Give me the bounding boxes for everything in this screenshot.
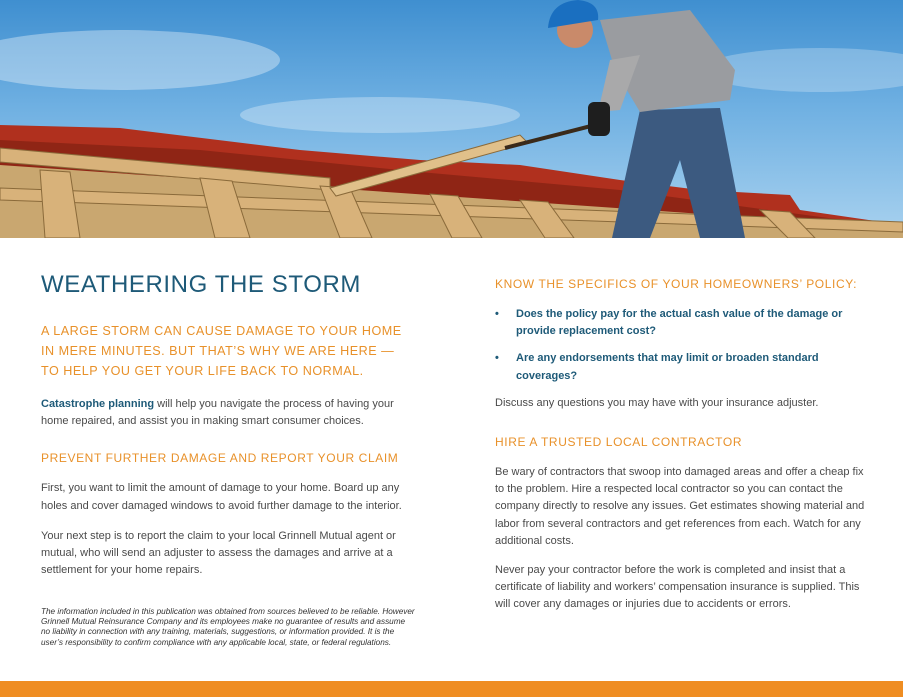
section-heading-contractor: HIRE A TRUSTED LOCAL CONTRACTOR xyxy=(495,435,743,450)
prevent-damage-paragraph-1: First, you want to limit the amount of damage to your home. Board up any holes and cover damaged windows to avoid further damage to the interior. xyxy=(41,482,402,512)
intro-subtitle: A LARGE STORM CAN CAUSE DAMAGE TO YOUR HOME IN MERE MINUTES. BUT THAT’S WHY WE ARE HERE — TO HELP YOU GET YOUR LIFE BACK TO NORMAL. xyxy=(41,324,402,378)
list-item-text: Are any endorsements that may limit or broaden standard coverages? xyxy=(516,352,819,382)
list-item xyxy=(495,306,875,340)
policy-question-list xyxy=(495,306,875,385)
bullet-icon: • xyxy=(495,352,499,365)
legal-disclaimer: The information included in this publication was obtained from sources believed to be reliable. However Grinnell Mutual Reinsurance Company and its employees make no guarantee of results and assume no liability in connection with any training, materials, suggestions, or information provided. It is the user’s responsibility to confirm compliance with any applicable local, state, or federal regulations. xyxy=(41,607,415,647)
bullet-icon: • xyxy=(495,308,499,320)
intro-paragraph xyxy=(41,396,416,430)
right-column xyxy=(495,276,875,614)
prevent-damage-paragraph-2: Your next step is to report the claim to your local Grinnell Mutual agent or mutual, who will send an adjuster to assess the damages and arrive at a settlement for your home repairs. xyxy=(41,529,396,577)
policy-paragraph: Discuss any questions you may have with your insurance adjuster. xyxy=(495,396,819,409)
intro-text: will help you navigate the process of having your home repaired, and assist you in making smart consumer choices. xyxy=(41,398,394,428)
footer-bar xyxy=(0,681,903,697)
contractor-paragraph-2: Never pay your contractor before the work is completed and insist that a certificate of liability and workers’ compensation insurance is supplied. This will cover any damages or injuries due to accidents or errors. xyxy=(495,564,860,611)
contractor-paragraph-1: Be wary of contractors that swoop into damaged areas and offer a cheap fix to the problem. Hire a respected local contractor so you can contact the company directly to resolve any issues. Get estimates showing material and labor from several contractors and get references from each. Watch for any additional costs. xyxy=(495,466,865,547)
intro-bold-phrase: Catastrophe planning xyxy=(41,398,155,410)
hero-photo xyxy=(0,0,903,238)
roof-worker-photo xyxy=(0,0,903,238)
left-column xyxy=(41,270,416,579)
page-title: WEATHERING THE STORM xyxy=(41,271,362,298)
section-heading-policy: KNOW THE SPECIFICS OF YOUR HOMEOWNERS’ POLICY: xyxy=(495,277,858,291)
section-heading-prevent-damage: PREVENT FURTHER DAMAGE AND REPORT YOUR CLAIM xyxy=(41,451,399,466)
list-item xyxy=(495,350,875,384)
list-item-text: Does the policy pay for the actual cash value of the damage or provide replacement cost? xyxy=(516,308,843,338)
